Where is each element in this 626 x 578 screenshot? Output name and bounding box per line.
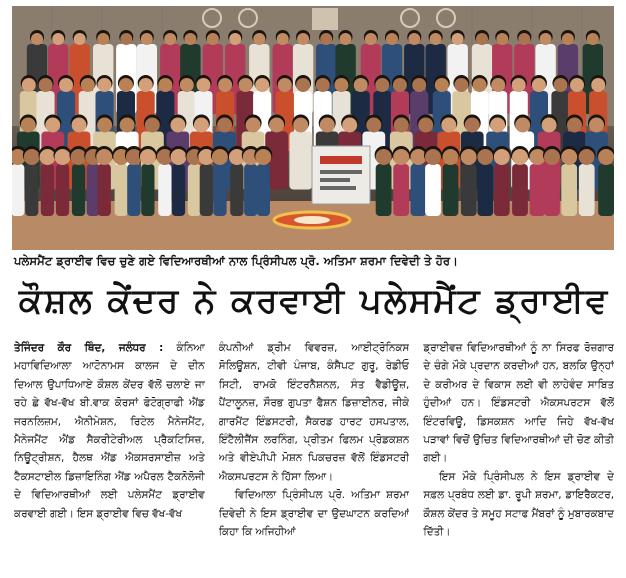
article-headline: ਕੌਸ਼ਲ ਕੇਂਦਰ ਨੇ ਕਰਵਾਈ ਪਲੇਸਮੈਂਟ ਡ੍ਰਾਈਵ [18, 281, 610, 321]
photo-caption: ਪਲੇਸਮੈਂਟ ਡ੍ਰਾਈਵ ਵਿਚ ਚੁਣੇ ਗਏ ਵਿਦਿਆਰਥੀਆਂ ਨਾਲ ਪ੍ਰਿੰਸੀਪਲ ਪ੍ਰੋ. ਅਤਿਮਾ ਸ਼ਰਮਾ ਦਿਵੇਦੀ ਤੇ ਹੋਰ। [14, 254, 458, 268]
column-3-paragraph-2: ਇਸ ਮੌਕੇ ਪ੍ਰਿੰਸੀਪਲ ਨੇ ਇਸ ਡ੍ਰਾਈਵ ਦੇ ਸਫ਼ਲ ਪ੍ਰਬੰਧ ਲਈ ਡਾ. ਰੂਪੀ ਸ਼ਰਮਾ, ਡਾਇਰੈਕਟਰ, ਕੌਸ਼ਲ ਕੇਂਦਰ ਤੇ ਸਮੂਹ ਸਟਾਫ ਮੈਂਬਰਾਂ ਨੂੰ ਮੁਬਾਰਕਬਾਦ ਦਿੱਤੀ। [423, 470, 615, 539]
person-figure [375, 146, 393, 216]
person-figure [442, 146, 460, 216]
person-figure [254, 146, 272, 216]
person-figure [23, 146, 41, 216]
column-1-text: ਕੰਨਿਆ ਮਹਾਵਿਦਿਆਲਾ ਆਟੋਨਾਮਸ ਕਾਲਜ ਦੇ ਦੀਨ ਦਿਆਲ ਉਪਾਧਿਆਏ ਕੌਸ਼ਲ ਕੇਂਦਰ ਵੱਲੋਂ ਚਲਾਏ ਜਾ ਰਹੇ ਛੇ ਵੱਖ-ਵੱਖ ਬੀ.ਵਾਕ ਕੋਰਸਾਂ ਫੋਟੋਗ੍ਰਾਫੀ ਐਂਡ ਜਰਨਲਿਜ਼ਮ, ਐਨੀਮੇਸ਼ਨ, ਰਿਟੇਲ ਮੈਨੇਜਮੈਂਟ, ਮੈਨੇਜਮੈਂਟ ਐਂਡ ਸੈਕਰੀਟੇਰੀਅਲ ਪ੍ਰੈਕਟਿਸਿਜ਼, ਨਿਊਟ੍ਰੀਸ਼ਨ, ਹੈਲਥ ਐਂਡ ਐਕਸਰਸਾਈਜ਼ ਅਤੇ ਟੈਕਸਟਾਈਲ ਡਿਜ਼ਾਇਨਿੰਗ ਐਂਡ ਅਪੈਰਲ ਟੈਕਨੋਲੋਜੀ ਦੇ ਵਿਦਿਆਰਥੀਆਂ ਲਈ ਪਲੇਸਮੈਂਟ ਡ੍ਰਾਈਵ ਕਰਵਾਈ ਗਈ। ਇਸ ਡ੍ਰਾਈਵ ਵਿਚ ਵੱਖ-ਵੱਖ [14, 342, 205, 520]
article-byline: ਤੇਜਿੰਦਰ ਕੌਰ ਥਿੰਦ, ਜਲੰਧਰ : [14, 342, 164, 354]
column-2-paragraph-2: ਵਿਦਿਆਲਾ ਪ੍ਰਿੰਸੀਪਲ ਪ੍ਰੋ. ਅਤਿਮਾ ਸ਼ਰਮਾ ਦਿਵੇਦੀ ਨੇ ਇਸ ਡ੍ਰਾਈਵ ਦਾ ਉਦਘਾਟਨ ਕਰਦਿਆਂ ਕਿਹਾ ਕਿ ਅਜਿਹੀਆਂ [218, 489, 410, 539]
person-figure [493, 146, 511, 216]
event-standee [312, 146, 370, 204]
news-photo [12, 6, 614, 250]
person-figure [597, 146, 614, 216]
person-figure [460, 146, 478, 216]
group-photo-illustration [12, 6, 614, 250]
person-figure [211, 146, 229, 216]
person-figure [543, 146, 561, 216]
person-figure [139, 146, 157, 216]
column-2-paragraph-1: ਕੰਪਨੀਆਂ ਡ੍ਰੀਮ ਵਿਵਰਜ਼, ਆਈਟ੍ਰੋਨਿਕਸ ਸੋਲਿਊਸ਼ਨ, ਟੀਵੀ ਪੰਜਾਬ, ਕੰਸੈਪਟ ਗੁਰੂ, ਰੇਡੀਓ ਸਿਟੀ, ਰਾਮਕੋ ਇੰਟਰਨੈਸ਼ਨਲ, ਸੰਤ ਵੈਡੀਊਜ਼, ਪੈਂਟਾਲੂਨਜ਼, ਸੌਰਭ ਗੁਪਤਾ ਫੈਸ਼ਨ ਡਿਜ਼ਾਈਨਰ, ਜੀਕੇ ਗਾਰਮੈਂਟ ਇੰਡਸਟਰੀ, ਸੈਕਰਡ ਹਾਰਟ ਹਸਪਤਾਲ, ਇੰਟੈਲੀਜੈਂਸ ਲਰਨਿੰਗ, ਪ੍ਰੀਤਮ ਫਿਲਮ ਪ੍ਰੋਡਕਸ਼ਨ ਅਤੇ ਵੀਏਪੀਪੀ ਮੋਸ਼ਨ ਪਿਕਚਰਜ਼ ਵੱਲੋਂ ਇੰਡਸਟਰੀ ਐਕਸਪਰਟਸ ਨੇ ਹਿੱਸਾ ਲਿਆ। [218, 342, 410, 483]
person-figure [511, 146, 529, 216]
person-figure [95, 146, 113, 216]
person-figure [560, 146, 578, 216]
article-body [14, 339, 614, 575]
person-figure [424, 146, 442, 216]
article-column-1 [14, 339, 205, 575]
person-figure [54, 146, 72, 216]
person-figure [170, 146, 188, 216]
person-figure [392, 146, 410, 216]
column-3-paragraph-1: ਡ੍ਰਾਈਵਜ਼ ਵਿਦਿਆਰਥੀਆਂ ਨੂੰ ਨਾ ਸਿਰਫ ਰੋਜ਼ਗਾਰ ਦੇ ਚੰਗੇ ਮੌਕੇ ਪ੍ਰਦਾਨ ਕਰਦੀਆਂ ਹਨ, ਬਲਕਿ ਉਨ੍ਹਾਂ ਦੇ ਕਰੀਅਰ ਦੇ ਵਿਕਾਸ ਲਈ ਵੀ ਲਾਹੇਵੰਦ ਸਾਬਿਤ ਹੁੰਦੀਆਂ ਹਨ। ਇੰਡਸਟਰੀ ਐਕਸਪਰਟਸ ਵੱਲੋਂ ਇੰਟਰਵਿਊ, ਡਿਸਕਸ਼ਨ ਆਦਿ ਜਿਹੇ ਵੱਖ-ਵੱਖ ਪੜਾਵਾਂ ਵਿਚੋਂ ਉਚਿਤ ਵਿਦਿਆਰਥੀਆਂ ਦੀ ਚੋਣ ਕੀਤੀ ਗਈ। [423, 342, 615, 465]
article-column-3 [423, 339, 614, 575]
article-column-2 [219, 339, 410, 575]
person-figure [476, 146, 494, 216]
person-figure [578, 146, 596, 216]
